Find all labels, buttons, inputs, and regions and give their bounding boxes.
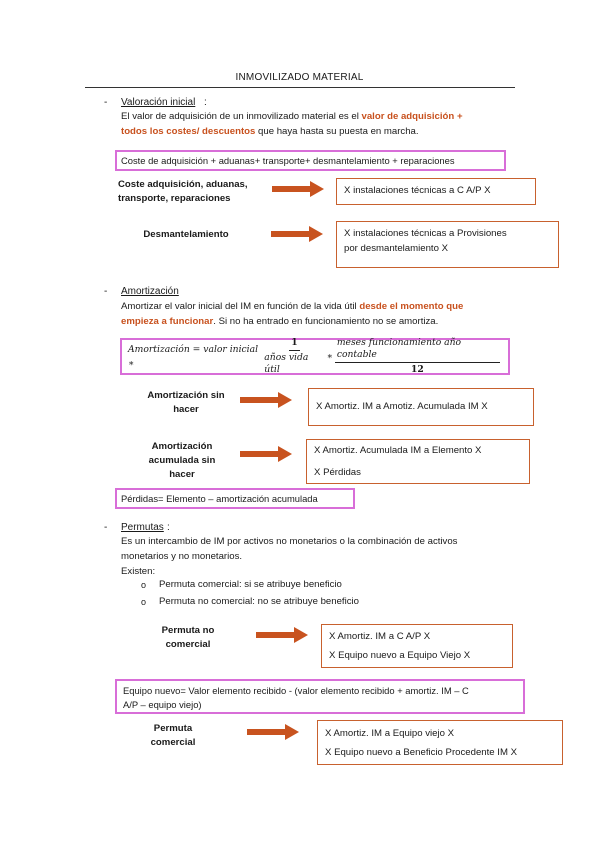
label-permuta-comercial: Permuta comercial [150, 723, 196, 748]
section-heading-permutas: Permutas [121, 522, 164, 533]
heading-colon: : [167, 522, 170, 533]
list-item-permuta-no-comercial: Permuta no comercial: no se atribuye beneficio [159, 596, 359, 607]
amortizacion-formula-box [120, 338, 510, 375]
entry-box-desmantelamiento: X instalaciones técnicas a Provisiones por desmantelamiento X [336, 221, 559, 268]
section-heading-amortizacion: Amortización [121, 286, 179, 297]
entry-box-permuta-comercial: X Amortiz. IM a Equipo viejo X X Equipo nuevo a Beneficio Procedente IM X [317, 720, 563, 765]
list-dash: - [104, 97, 108, 108]
list-item-permuta-comercial: Permuta comercial: si se atribuye beneficio [159, 579, 342, 590]
section-heading-valoracion: Valoración inicial [121, 97, 196, 108]
bullet-marker: o [141, 597, 147, 607]
entry-box-amortizacion: X Amortiz. IM a Amotiz. Acumulada IM X [308, 388, 534, 426]
formula-lhs: Amortización = valor inicial ∗ [128, 343, 259, 369]
entry-box-acumulada: X Amortiz. Acumulada IM a Elemento X X Pérdidas [306, 439, 530, 484]
amortizacion-text: Amortizar el valor inicial del IM en función de la vida útil desde el momento que empieza a funcionar. Si no ha entrado en funcionamiento no se amortiza. [121, 301, 464, 327]
label-coste-adquisicion: Coste adquisición, aduanas, transporte, reparaciones [118, 179, 248, 204]
list-dash: - [104, 286, 108, 297]
entry-box-coste: X instalaciones técnicas a C A/P X [336, 178, 536, 205]
label-desmantelamiento: Desmantelamiento [143, 229, 229, 240]
arrow-right-icon [256, 627, 310, 643]
label-amortizacion-sin-hacer: Amortización sin hacer [147, 390, 225, 415]
arrow-right-icon [271, 226, 325, 242]
arrow-right-icon [240, 446, 294, 462]
heading-colon: : [204, 97, 207, 108]
bullet-marker: o [141, 580, 147, 590]
arrow-right-icon [240, 392, 294, 408]
arrow-right-icon [272, 181, 326, 197]
formula-times: ∗ [326, 350, 333, 362]
list-dash: - [104, 522, 108, 533]
label-amortizacion-acumulada: Amortización acumulada sin hacer [148, 441, 216, 480]
arrow-right-icon [247, 724, 301, 740]
valoracion-formula-box: Coste de adquisición + aduanas+ transporte+ desmantelamiento + reparaciones [115, 150, 506, 171]
permutas-text: Es un intercambio de IM por activos no monetarios o la combinación de activos monetarios y no monetarios. Existen: [121, 536, 458, 577]
fraction-meses: $\frac{\text{meses funcionamiento año contable}}{12}$ [335, 337, 500, 376]
perdidas-box: Pérdidas= Elemento – amortización acumulada [115, 488, 355, 509]
equipo-nuevo-box: Equipo nuevo= Valor elemento recibido - (valor elemento recibido + amortiz. IM – C A/P – equipo viejo) [115, 679, 525, 714]
valoracion-text: El valor de adquisición de un inmovilizado material es el valor de adquisición + todos los costes/ descuentos que haya hasta su puesta en marcha. [121, 111, 463, 137]
label-permuta-no-comercial: Permuta no comercial [161, 625, 215, 650]
page-title: INMOVILIZADO MATERIAL [235, 72, 364, 83]
title-divider [85, 87, 515, 88]
fraction-vida-util: $\frac{1}{\text{años vida útil}}$ [264, 337, 309, 375]
entry-box-permuta-no-comercial: X Amortiz. IM a C A/P X X Equipo nuevo a Equipo Viejo X [321, 624, 513, 668]
